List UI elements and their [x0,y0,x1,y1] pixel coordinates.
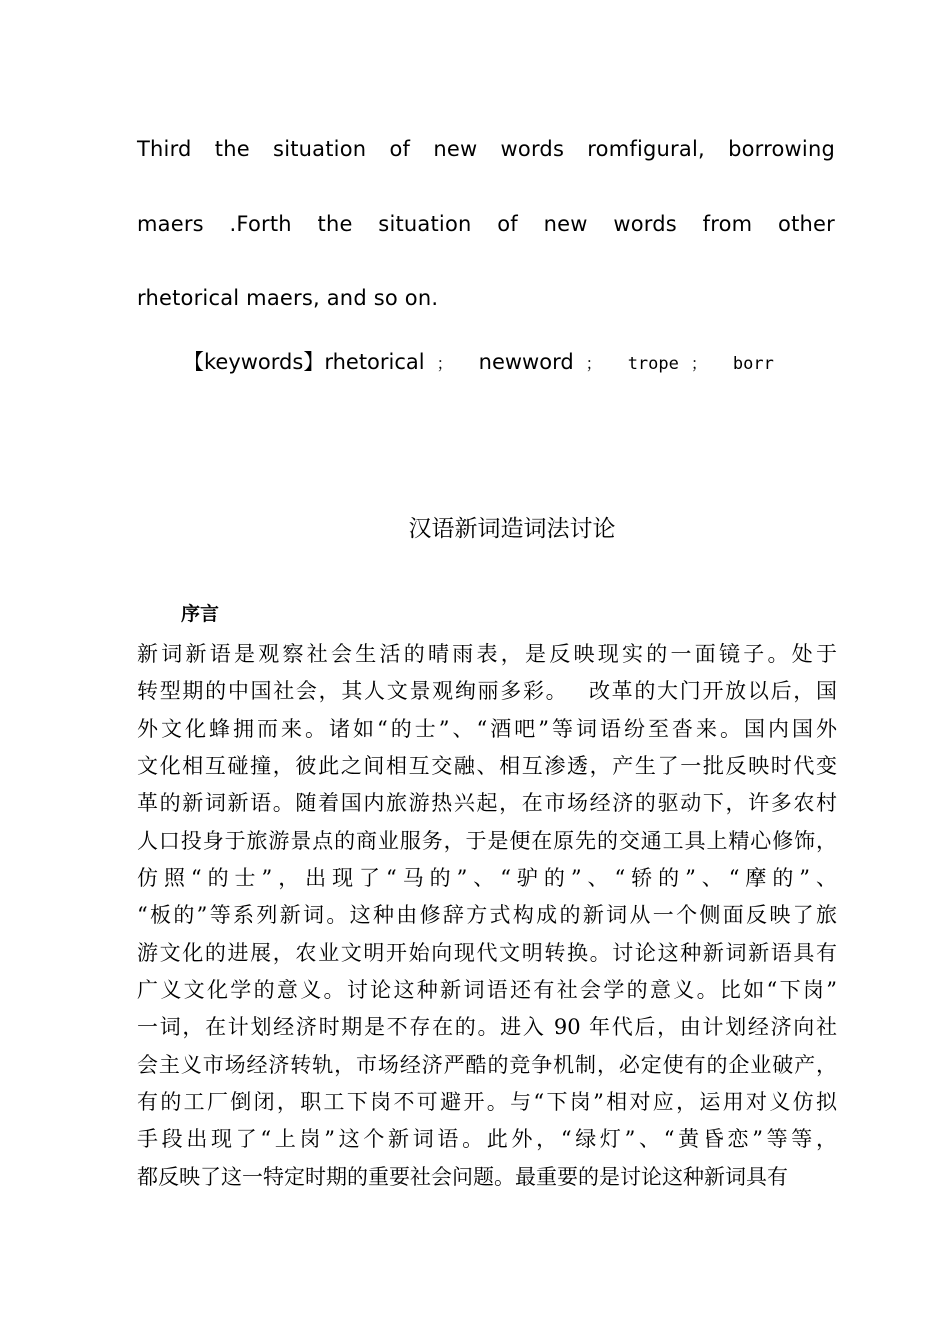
body-line: 会主义市场经济转轨，市场经济严酷的竞争机制，必定使有的企业破产， [137,1052,837,1077]
document-title: 汉语新词造词法讨论 [408,516,616,542]
body-line: 一词，在计划经济时期是不存在的。进入 90 年代后，由计划经济向社 [137,1015,837,1040]
body-line: 外文化蜂拥而来。诸如“的士”、“酒吧”等词语纷至沓来。国内国外 [137,716,837,741]
keywords-label: 【keywords】rhetorical [183,350,425,374]
body-line: 人口投身于旅游景点的商业服务，于是便在原先的交通工具上精心修饰， [137,828,837,853]
keyword-separator: ； [585,354,602,373]
keyword-separator: ； [436,354,453,373]
abstract-line-2: maers .Forth the situation of new words from other [137,212,835,236]
body-line: 广义文化学的意义。讨论这种新词语还有社会学的意义。比如“下岗” [137,978,837,1003]
body-line: 都反映了这一特定时期的重要社会问题。最重要的是讨论这种新词具有 [137,1164,788,1189]
keyword-item: trope [627,354,679,374]
keywords-line [183,347,774,379]
abstract-line-1: Third the situation of new words romfigural, borrowing [137,137,835,161]
body-line: 革的新词新语。随着国内旅游热兴起，在市场经济的驱动下，许多农村 [137,791,837,816]
section-body [137,636,837,1196]
body-line: 新词新语是观察社会生活的晴雨表，是反映现实的一面镜子。处于 [137,642,837,666]
body-line: “板的”等系列新词。这种由修辞方式构成的新词从一个侧面反映了旅 [137,903,837,928]
keyword-item: borr [732,354,774,374]
body-line: 有的工厂倒闭，职工下岗不可避开。与“下岗”相对应，运用对义仿拟 [137,1090,837,1115]
body-line: 转型期的中国社会，其人文景观绚丽多彩。 改革的大门开放以后，国 [137,679,837,704]
body-line: 游文化的进展，农业文明开始向现代文明转换。讨论这种新词新语具有 [137,940,837,965]
abstract-line-3: rhetorical maers, and so on. [137,286,439,310]
body-line: 手段出现了“上岗”这个新词语。此外，“绿灯”、“黄昏恋”等等， [137,1127,837,1152]
body-line: 文化相互碰撞，彼此之间相互交融、相互渗透，产生了一批反映时代变 [137,754,837,779]
body-line: 仿照“的士”，出现了“马的”、“驴的”、“轿的”、“摩的”、 [137,866,837,891]
section-heading: 序言 [181,603,220,625]
keyword-separator: ； [690,354,707,373]
keyword-item: newword [478,350,574,374]
